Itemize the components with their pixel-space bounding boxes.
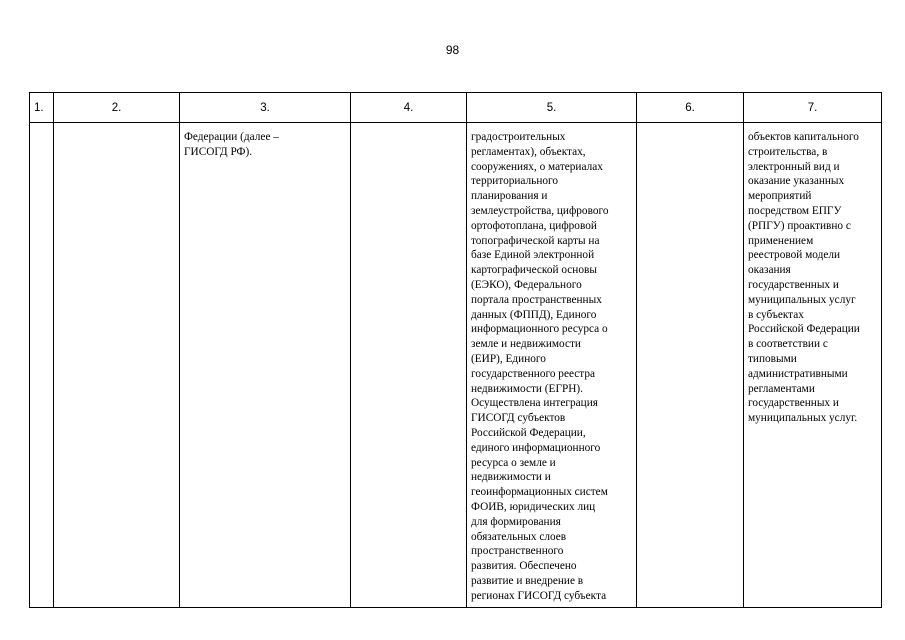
column-header-2: 2. [54, 93, 180, 123]
table-header-row [30, 93, 882, 123]
column-header-4: 4. [351, 93, 467, 123]
column-header-6: 6. [637, 93, 744, 123]
cell-col7 [744, 123, 882, 608]
column-header-7: 7. [744, 93, 882, 123]
column-header-3: 3. [180, 93, 351, 123]
cell-col5-text: градостроительных регламентах), объектах, сооружениях, о материалах территориального планирования и землеустройства, цифрового ортофотоплана, цифровой топографической карты на базе Единой электронной картографической основы (ЕЭКО), Федерального портала пространственных данных (ФППД), Единого информационного ресурса о земле и недвижимости (ЕИР), Единого государственного реестра недвижимости (ЕГРН). Осуществлена интеграция ГИСОГД субъектов Российской Федерации, единого информационного ресурса о земле и недвижимости и геоинформационных систем ФОИВ, юридических лиц для формирования обязательных слоев пространственного развития. Обеспечено развитие и внедрение в регионах ГИСОГД субъекта [471, 131, 609, 602]
cell-col4-text [351, 123, 466, 130]
table-row [30, 123, 882, 608]
column-header-5: 5. [467, 93, 637, 123]
column-header-1: 1. [30, 93, 54, 123]
cell-col3-text: Федерации (далее – ГИСОГД РФ). [184, 131, 279, 158]
cell-col2 [54, 123, 180, 608]
cell-col4 [351, 123, 467, 608]
cell-col3 [180, 123, 351, 608]
cell-col6-text [637, 123, 743, 130]
cell-col1-text [30, 123, 53, 130]
cell-col2-text [54, 123, 179, 130]
page-number: 98 [445, 43, 460, 57]
document-table [29, 92, 882, 608]
cell-col6 [637, 123, 744, 608]
cell-col1 [30, 123, 54, 608]
cell-col7-text: объектов капитального строительства, в электронный вид и оказание указанных мероприятий посредством ЕПГУ (РПГУ) проактивно с применением реестровой модели оказания государственных и муниципальных услуг в субъектах Российской Федерации в соответствии с типовыми административными регламентами государственных и муниципальных услуг. [748, 131, 860, 425]
cell-col5 [467, 123, 637, 608]
